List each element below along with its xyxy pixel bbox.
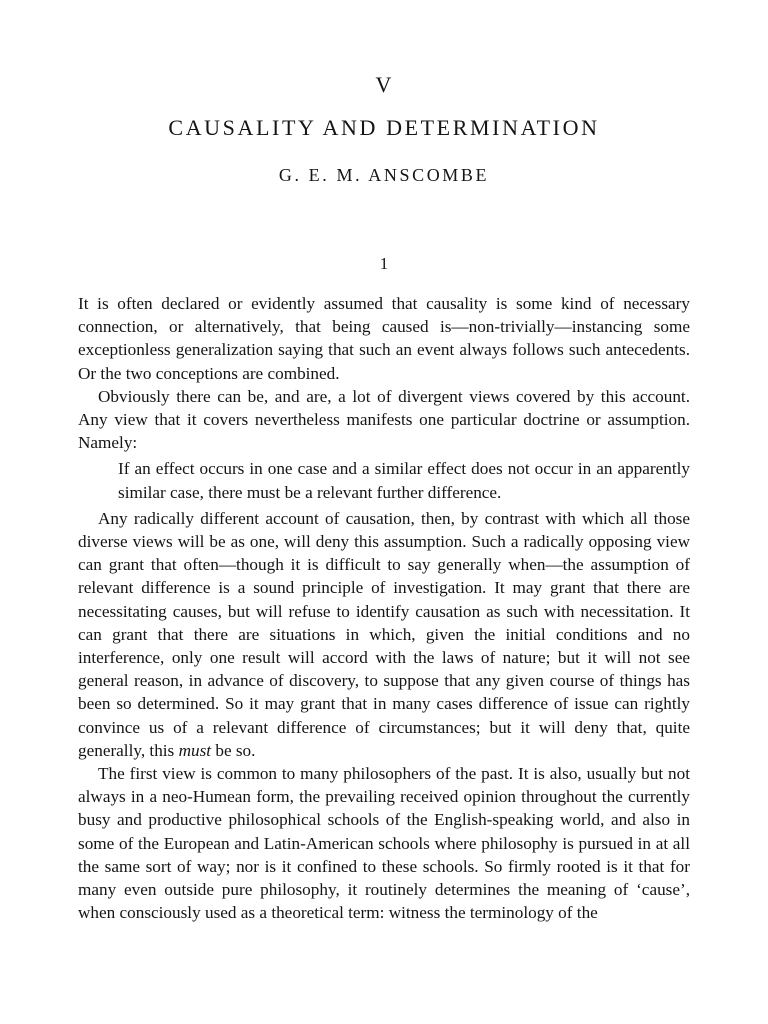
body-text [78, 292, 690, 924]
paragraph-1: It is often declared or evidently assumed that causality is some kind of necessary connection, or alternatively, that being caused is—non-trivially—instancing some exceptionless generalization saying that such an event always follows such antecedents. Or the two conceptions are combined. [78, 294, 690, 383]
paragraph-2: Obviously there can be, and are, a lot of divergent views covered by this account. Any view that it covers nevertheless manifests one particular doctrine or assumption. Namely: [78, 386, 690, 453]
chapter-numeral: V [375, 72, 393, 97]
paragraph-3-emphasis: must [178, 740, 212, 760]
paragraph-3-end: be so. [211, 740, 256, 760]
section-number: 1 [379, 254, 389, 273]
chapter-title: CAUSALITY AND DETERMINATION [168, 115, 600, 140]
paragraph-4: The first view is common to many philosophers of the past. It is also, usually but not always in a neo-Humean form, the prevailing received opinion throughout the currently busy and productive philosophical schools of the English-speaking world, and also in some of the European and Latin-American schools where philosophy is pursued in at all the same sort of way; nor is it confined to these schools. So firmly rooted is it that for many even outside pure philosophy, it routinely determines the meaning of ‘cause’, when consciously used as a theoretical term: witness the terminology of the [78, 764, 690, 923]
block-quote: If an effect occurs in one case and a similar effect does not occur in an apparently similar case, there must be a relevant further difference. [118, 459, 690, 502]
author-name: G. E. M. ANSCOMBE [278, 165, 490, 185]
paragraph-3 [78, 507, 690, 762]
paragraph-3-text: Any radically different account of causation, then, by contrast with which all those diverse views will be as one, will deny this assumption. Such a radically opposing view can grant that often—though it is difficult to say generally when—the assumption of relevant difference is a sound principle of investigation. It may grant that there are necessitating causes, but will refuse to identify causation as such with necessitation. It can grant that there are situations in which, given the initial conditions and no interference, only one result will accord with the laws of nature; but it will not see general reason, in advance of discovery, to suppose that any given course of things has been so determined. So it may grant that in many cases difference of issue can rightly convince us of a relevant difference of circumstances; but it will deny that, quite generally, this [78, 508, 690, 760]
